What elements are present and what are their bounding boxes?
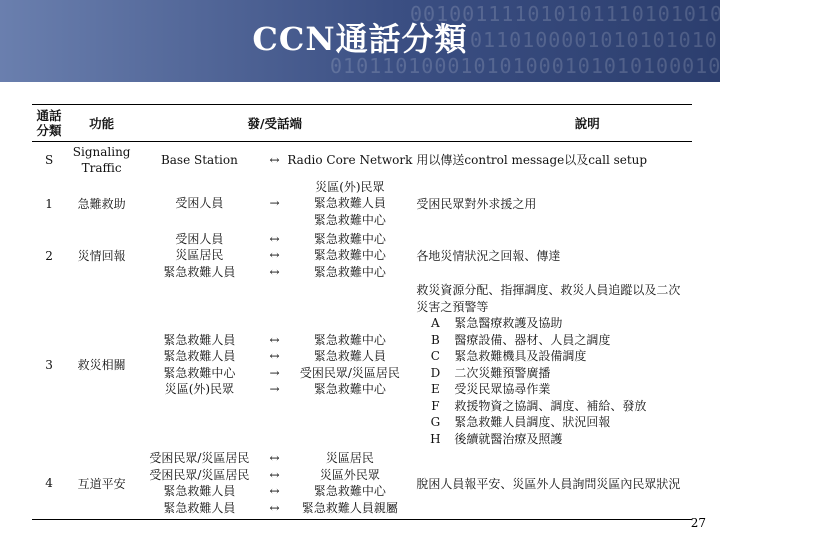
row-description: 各地災情狀況之回報、傳達	[416, 249, 561, 263]
description-item: C 緊急救難機具及設備調度	[430, 349, 587, 363]
header-function: 功能	[66, 105, 137, 142]
row-origin: 受困人員	[175, 196, 224, 211]
row-destination: Radio Core Network	[287, 152, 413, 167]
row-arrow: →	[269, 196, 280, 211]
row-arrow: ↔ ↔ ↔ ↔	[262, 448, 288, 520]
row-function: 互道平安	[66, 448, 137, 520]
row-destination: 災區居民 災區外民眾 緊急救難中心 緊急救難人員親屬	[287, 448, 412, 520]
description-item: H 後續就醫治療及照護	[430, 431, 563, 446]
description-item: D 二次災難預警廣播	[430, 365, 551, 380]
row-origin: 受困民眾/災區居民 受困民眾/災區居民 緊急救難人員 緊急救難人員	[137, 448, 262, 520]
row-destination: 緊急救難中心 緊急救難人員 受困民眾/災區居民 緊急救難中心	[299, 332, 400, 396]
table-row	[32, 448, 692, 520]
table-row	[32, 178, 692, 230]
description-item: F 救援物資之協調、調度、補給、發放	[431, 398, 647, 413]
row-id: 3	[45, 357, 53, 372]
header-endpoint: 發/受話端	[137, 105, 412, 142]
row-description: 脫困人員報平安、災區外人員詢問災區內民眾狀況	[412, 448, 692, 520]
row-id: 4	[32, 448, 66, 520]
description-item: B 醫療設備、器材、人員之調度	[430, 332, 611, 347]
table-row	[32, 142, 692, 178]
row-origin: 受困人員 災區居民 緊急救難人員	[163, 231, 236, 279]
binary-pattern-line: 001001111010101110101010101011	[410, 2, 802, 26]
binary-pattern-line: 0110100001010101010101010111	[470, 28, 835, 52]
row-arrow: ↔ ↔ → →	[269, 332, 280, 396]
row-description	[412, 282, 692, 448]
description-item: G 緊急救難人員調度、狀況回報	[430, 415, 611, 429]
description-item: A 緊急醫療救護及協助	[431, 316, 563, 330]
title-banner	[0, 0, 835, 82]
row-id: S	[44, 152, 54, 167]
row-function: Signaling Traffic	[72, 144, 131, 175]
row-destination: 緊急救難中心 緊急救難中心 緊急救難中心	[313, 231, 386, 279]
description-intro: 救災資源分配、指揮調度、救災人員追蹤以及二次災害之預警等	[416, 283, 681, 314]
table-row	[32, 230, 692, 282]
header-call-class: 通話分類	[32, 105, 66, 142]
row-function: 急難救助	[77, 197, 126, 211]
slide-title: CCN通話分類	[252, 20, 468, 58]
binary-pattern-line: 01011010001010100010101010001010101	[330, 54, 787, 78]
row-arrow: ↔ ↔ ↔	[269, 231, 280, 279]
table-header-row	[32, 105, 692, 142]
row-function: 災情回報	[77, 249, 126, 263]
page-number: 27	[690, 516, 706, 530]
header-description: 說明	[412, 105, 692, 142]
table-row	[32, 282, 692, 448]
call-classification-table	[32, 104, 692, 520]
row-id: 2	[45, 248, 53, 263]
row-description: 受困民眾對外求援之用	[416, 197, 537, 211]
row-function: 救災相關	[77, 358, 126, 372]
description-item: E 受災民眾協尋作業	[431, 382, 551, 396]
row-origin: Base Station	[160, 152, 238, 167]
row-origin: 緊急救難人員 緊急救難人員 緊急救難中心 災區(外)民眾	[163, 332, 236, 396]
row-destination: 災區(外)民眾 緊急救難人員 緊急救難中心	[313, 179, 386, 227]
row-description: 用以傳送control message以及call setup	[416, 153, 648, 168]
row-arrow: ↔	[269, 152, 280, 167]
row-id: 1	[45, 196, 53, 211]
